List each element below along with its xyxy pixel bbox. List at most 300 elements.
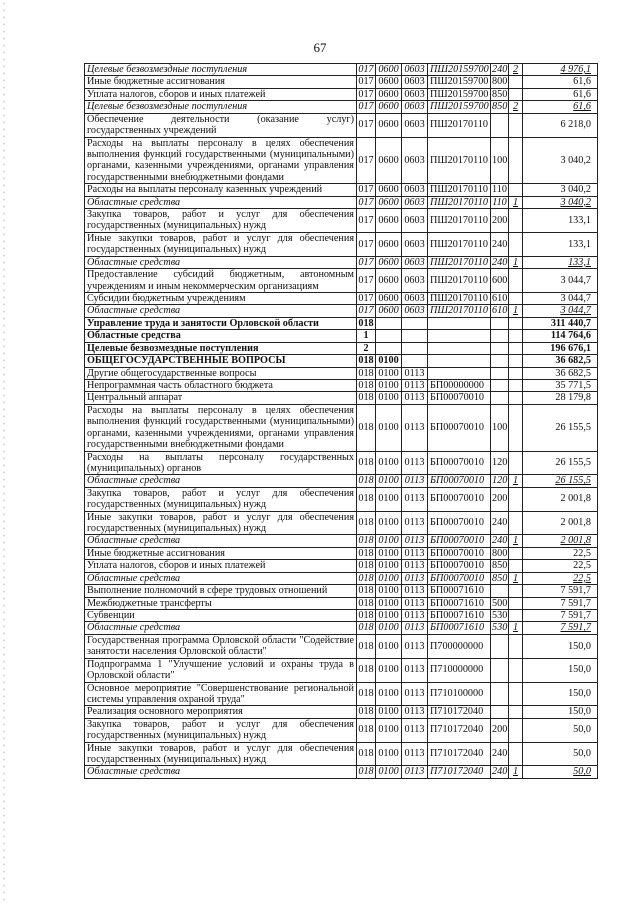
row-name: Расходы на выплаты персоналу в целях обеспечения выполнения функций государственными (муниципальными) органами, казенными учреждениями, органами управления государственными внебюджетными фондами	[85, 404, 357, 451]
table-row	[85, 379, 598, 391]
table-row	[85, 392, 598, 404]
cell-pr: 0603	[402, 232, 428, 256]
cell-rz: 0100	[376, 609, 402, 621]
cell-csr: П710172040	[428, 706, 491, 718]
cell-rz: 0100	[376, 560, 402, 572]
cell-level	[509, 547, 523, 559]
cell-csr	[428, 355, 491, 367]
table-row	[85, 196, 598, 208]
cell-gr: 018	[358, 560, 374, 572]
cell-gr: 017	[357, 209, 376, 233]
cell-amount: 2 001,8	[523, 535, 598, 547]
table-row	[85, 572, 598, 584]
cell-vr: 850	[492, 560, 508, 572]
cell-gr: 018	[357, 718, 376, 742]
cell-pr: 0113	[402, 367, 428, 379]
cell-amount: 28 179,8	[523, 392, 598, 404]
table-row	[85, 585, 598, 597]
scan-margin-dots	[2, 0, 6, 905]
cell-rz: 0100	[376, 367, 402, 379]
cell-csr: БП00070010	[428, 547, 491, 559]
table-row	[85, 622, 598, 634]
cell-level: 1	[509, 256, 523, 268]
cell-level	[509, 355, 523, 367]
cell-amount: 4 976,1	[523, 64, 598, 76]
cell-vr: 240	[491, 232, 509, 256]
cell-vr: 800	[492, 76, 508, 88]
cell-gr: 2	[357, 342, 376, 354]
cell-pr: 0113	[402, 572, 428, 584]
table-row	[85, 209, 598, 233]
cell-rz: 0100	[376, 622, 402, 634]
cell-csr	[428, 367, 491, 379]
cell-level	[509, 511, 523, 535]
cell-pr: 0603	[402, 184, 428, 196]
cell-gr: 017	[357, 269, 376, 293]
cell-amount: 133,1	[523, 232, 598, 256]
cell-vr: 200	[491, 209, 509, 233]
cell-amount: 7 591,7	[523, 597, 598, 609]
table-row	[85, 547, 598, 559]
cell-pr: 0603	[402, 137, 428, 184]
table-row	[85, 113, 598, 137]
cell-gr: 017	[358, 293, 374, 305]
cell-csr	[428, 330, 491, 342]
row-name: Расходы на выплаты персоналу в целях обеспечения выполнения функций государственными (муниципальными) органами, казенными учреждениями, органами управления государственными внебюджетными фондами	[85, 137, 357, 184]
cell-level	[509, 367, 523, 379]
table-row	[85, 766, 598, 778]
row-name: Областные средства	[85, 766, 357, 778]
cell-amount: 311 440,7	[523, 317, 598, 329]
cell-level	[509, 293, 523, 305]
cell-csr: ПШ20170110	[428, 137, 491, 184]
cell-amount: 50,0	[523, 718, 598, 742]
cell-amount: 3 044,7	[523, 305, 598, 317]
cell-amount: 7 591,7	[523, 609, 598, 621]
cell-vr	[491, 330, 509, 342]
cell-rz: 0100	[376, 572, 402, 584]
row-name: Областные средства	[85, 256, 357, 268]
cell-csr: БП00070010	[428, 511, 491, 535]
cell-level	[509, 342, 523, 354]
cell-pr: 0113	[402, 682, 428, 706]
table-row	[85, 560, 598, 572]
cell-amount: 36 682,5	[523, 367, 598, 379]
cell-gr: 1	[357, 330, 376, 342]
table-row	[85, 76, 598, 88]
cell-amount: 26 155,5	[523, 475, 598, 487]
cell-level	[509, 682, 523, 706]
row-name: Управление труда и занятости Орловской области	[85, 317, 357, 329]
cell-csr: БП00000000	[428, 379, 491, 391]
cell-pr: 0113	[402, 404, 428, 451]
cell-csr: ПШ20170110	[428, 196, 491, 208]
cell-vr: 530	[492, 622, 508, 634]
cell-csr: П710172040	[428, 742, 491, 766]
cell-level	[509, 742, 523, 766]
table-row	[85, 184, 598, 196]
table-row	[85, 535, 598, 547]
cell-vr: 500	[492, 597, 508, 609]
table-row	[85, 137, 598, 184]
cell-level	[509, 76, 523, 88]
cell-pr: 0113	[402, 766, 428, 778]
cell-gr: 018	[357, 742, 376, 766]
cell-rz: 0600	[376, 101, 402, 113]
row-name: Уплата налогов, сборов и иных платежей	[85, 560, 357, 572]
cell-gr: 018	[358, 367, 374, 379]
cell-amount: 114 764,6	[523, 330, 598, 342]
cell-vr: 850	[492, 572, 508, 584]
table-row	[85, 511, 598, 535]
cell-rz: 0100	[376, 742, 402, 766]
cell-level	[509, 634, 523, 658]
cell-vr: 240	[492, 64, 508, 75]
cell-amount: 61,6	[523, 101, 598, 113]
cell-rz: 0600	[376, 232, 402, 256]
cell-csr: ПШ20170110	[428, 293, 491, 305]
cell-vr: 200	[491, 718, 509, 742]
cell-rz: 0100	[376, 766, 402, 778]
cell-csr: П710100000	[428, 682, 491, 706]
cell-csr: БП00070010	[428, 404, 491, 451]
cell-rz: 0100	[376, 706, 402, 718]
cell-rz: 0600	[376, 184, 402, 196]
cell-pr: 0113	[402, 742, 428, 766]
cell-vr	[491, 367, 509, 379]
cell-pr	[402, 330, 428, 342]
cell-rz: 0600	[376, 209, 402, 233]
cell-gr: 018	[358, 585, 374, 597]
cell-amount: 150,0	[523, 706, 598, 718]
cell-csr: ПШ20170110	[428, 269, 491, 293]
cell-vr	[491, 113, 509, 137]
table-row	[85, 293, 598, 305]
cell-csr: БП00070010	[428, 572, 491, 584]
cell-vr: 240	[492, 766, 508, 778]
row-name: Иные закупки товаров, работ и услуг для обеспечения государственных (муниципальных) нужд	[85, 742, 357, 766]
cell-level	[509, 560, 523, 572]
table-row	[85, 597, 598, 609]
cell-amount: 7 591,7	[523, 622, 598, 634]
cell-rz: 0100	[376, 718, 402, 742]
cell-level	[509, 232, 523, 256]
cell-gr: 018	[357, 451, 376, 475]
row-name: Другие общегосударственные вопросы	[85, 367, 357, 379]
cell-vr: 610	[492, 293, 508, 305]
cell-amount: 35 771,5	[523, 379, 598, 391]
cell-level	[509, 597, 523, 609]
cell-level	[509, 609, 523, 621]
table-row	[85, 475, 598, 487]
row-name: Обеспечение деятельности (оказание услуг) государственных учреждений	[85, 113, 357, 137]
cell-pr: 0113	[402, 634, 428, 658]
cell-vr	[491, 682, 509, 706]
table-row	[85, 367, 598, 379]
cell-vr: 110	[492, 184, 507, 196]
cell-gr: 017	[358, 184, 374, 196]
cell-level: 1	[509, 572, 523, 584]
row-name: Расходы на выплаты персоналу государственных (муниципальных) органов	[85, 451, 357, 475]
cell-gr: 018	[358, 317, 374, 329]
cell-gr: 018	[357, 404, 376, 451]
cell-level	[509, 451, 523, 475]
cell-vr: 600	[491, 269, 509, 293]
cell-level: 1	[509, 475, 523, 487]
cell-level	[509, 379, 523, 391]
cell-rz: 0100	[376, 658, 402, 682]
table-row	[85, 64, 598, 76]
table-row	[85, 487, 598, 511]
table-row	[85, 718, 598, 742]
cell-pr	[402, 342, 428, 354]
cell-vr: 120	[492, 475, 508, 487]
cell-pr: 0113	[402, 585, 428, 597]
cell-pr: 0113	[402, 487, 428, 511]
cell-amount: 3 044,7	[523, 269, 598, 293]
cell-gr: 017	[358, 88, 374, 100]
cell-gr: 018	[357, 682, 376, 706]
row-name: Целевые безвозмездные поступления	[85, 342, 357, 354]
row-name: Закупка товаров, работ и услуг для обеспечения государственных (муниципальных) нужд	[85, 209, 357, 233]
cell-rz: 0600	[376, 269, 402, 293]
cell-pr: 0603	[402, 101, 428, 113]
cell-rz: 0100	[376, 379, 402, 391]
cell-level	[509, 658, 523, 682]
cell-gr: 017	[357, 113, 376, 137]
cell-rz: 0100	[376, 634, 402, 658]
cell-gr: 017	[357, 137, 376, 184]
cell-amount: 50,0	[523, 766, 598, 778]
cell-gr: 017	[358, 196, 374, 208]
row-name: Уплата налогов, сборов и иных платежей	[85, 88, 357, 100]
cell-rz: 0600	[376, 256, 402, 268]
cell-amount: 150,0	[523, 658, 598, 682]
table-row	[85, 706, 598, 718]
table-row	[85, 404, 598, 451]
cell-csr: ПШ20159700	[428, 76, 491, 88]
budget-table	[84, 63, 598, 779]
cell-level	[509, 585, 523, 597]
table-row	[85, 330, 598, 342]
cell-pr: 0113	[402, 392, 428, 404]
cell-level	[509, 404, 523, 451]
cell-pr: 0603	[402, 76, 428, 88]
cell-amount: 50,0	[523, 742, 598, 766]
cell-level	[509, 706, 523, 718]
table-row	[85, 101, 598, 113]
cell-csr: ПШ20170110	[428, 209, 491, 233]
cell-vr: 240	[491, 511, 509, 535]
cell-vr: 110	[492, 196, 507, 208]
cell-amount: 6 218,0	[523, 113, 598, 137]
cell-rz: 0100	[376, 597, 402, 609]
cell-vr	[491, 355, 509, 367]
row-name: Межбюджетные трансферты	[85, 597, 357, 609]
row-name: Государственная программа Орловской области "Содействие занятости населения Орловской области"	[85, 634, 357, 658]
cell-gr: 018	[358, 535, 374, 547]
table-row	[85, 451, 598, 475]
cell-gr: 017	[358, 76, 374, 88]
cell-csr: БП00070010	[428, 560, 491, 572]
row-name: Выполнение полномочий в сфере трудовых отношений	[85, 585, 357, 597]
cell-vr: 240	[492, 256, 508, 268]
table-row	[85, 658, 598, 682]
cell-rz: 0600	[376, 88, 402, 100]
cell-gr: 018	[358, 572, 374, 584]
cell-gr: 018	[358, 609, 374, 621]
cell-level	[509, 209, 523, 233]
cell-vr: 100	[491, 137, 509, 184]
row-name: Областные средства	[85, 196, 357, 208]
cell-amount: 150,0	[523, 682, 598, 706]
cell-pr: 0603	[402, 64, 428, 76]
cell-vr: 610	[492, 305, 508, 317]
cell-level	[509, 317, 523, 329]
cell-csr: ПШ20170110	[428, 184, 491, 196]
cell-vr: 850	[492, 101, 508, 113]
cell-csr	[428, 342, 491, 354]
cell-vr	[491, 585, 509, 597]
cell-pr: 0113	[402, 475, 428, 487]
cell-gr: 018	[358, 392, 374, 404]
cell-amount: 196 676,1	[523, 342, 598, 354]
cell-level: 2	[509, 101, 523, 113]
row-name: Расходы на выплаты персоналу казенных учреждений	[85, 184, 357, 196]
cell-pr: 0603	[402, 196, 428, 208]
row-name: ОБЩЕГОСУДАРСТВЕННЫЕ ВОПРОСЫ	[85, 355, 357, 367]
cell-level: 2	[509, 64, 523, 76]
cell-vr: 850	[492, 88, 508, 100]
cell-amount: 3 044,7	[523, 293, 598, 305]
cell-csr: ПШ20170110	[428, 232, 491, 256]
cell-rz: 0100	[376, 355, 402, 367]
cell-vr: 240	[491, 742, 509, 766]
cell-vr	[491, 379, 509, 391]
cell-gr: 017	[358, 101, 374, 113]
page-number: 67	[313, 40, 327, 55]
cell-csr: БП00070010	[428, 475, 491, 487]
cell-gr: 018	[358, 766, 374, 778]
cell-rz: 0600	[376, 64, 402, 76]
cell-pr: 0603	[402, 256, 428, 268]
cell-vr: 100	[491, 404, 509, 451]
cell-pr	[402, 355, 428, 367]
cell-csr: БП00070010	[428, 487, 491, 511]
cell-pr: 0113	[402, 658, 428, 682]
cell-csr: П710172040	[428, 718, 491, 742]
cell-level	[509, 88, 523, 100]
cell-vr: 240	[492, 535, 508, 547]
cell-rz: 0100	[376, 535, 402, 547]
cell-level	[509, 487, 523, 511]
cell-amount: 22,5	[523, 547, 598, 559]
table-row	[85, 355, 598, 367]
cell-csr: БП00071610	[428, 585, 491, 597]
cell-amount: 61,6	[523, 88, 598, 100]
cell-pr: 0113	[402, 379, 428, 391]
row-name: Областные средства	[85, 622, 357, 634]
cell-amount: 36 682,5	[523, 355, 598, 367]
cell-pr: 0603	[402, 88, 428, 100]
cell-amount: 7 591,7	[523, 585, 598, 597]
cell-pr	[402, 317, 428, 329]
cell-amount: 133,1	[523, 256, 598, 268]
cell-rz: 0600	[376, 76, 402, 88]
cell-amount: 150,0	[523, 634, 598, 658]
cell-level: 1	[509, 766, 523, 778]
cell-pr: 0113	[402, 560, 428, 572]
row-name: Подпрограмма 1 "Улучшение условий и охраны труда в Орловской области"	[85, 658, 357, 682]
cell-amount: 3 040,2	[523, 137, 598, 184]
cell-level: 1	[509, 196, 523, 208]
row-name: Предоставление субсидий бюджетным, автономным учреждениям и иным некоммерческим организациям	[85, 269, 357, 293]
cell-csr: П700000000	[428, 634, 491, 658]
row-name: Иные бюджетные ассигнования	[85, 76, 357, 88]
cell-amount: 26 155,5	[523, 404, 598, 451]
cell-level	[509, 137, 523, 184]
cell-csr: П710172040	[428, 766, 491, 778]
row-name: Закупка товаров, работ и услуг для обеспечения государственных (муниципальных) нужд	[85, 487, 357, 511]
cell-level	[509, 184, 523, 196]
cell-amount: 3 040,2	[523, 184, 598, 196]
table-row	[85, 317, 598, 329]
cell-pr: 0113	[402, 706, 428, 718]
cell-gr: 017	[358, 305, 374, 317]
cell-csr: БП00070010	[428, 392, 491, 404]
cell-pr: 0113	[402, 547, 428, 559]
cell-amount: 133,1	[523, 209, 598, 233]
cell-csr: БП00071610	[428, 622, 491, 634]
row-name: Реализация основного мероприятия	[85, 706, 357, 718]
row-name: Целевые безвозмездные поступления	[85, 101, 357, 113]
cell-level: 1	[509, 622, 523, 634]
table-row	[85, 742, 598, 766]
cell-amount: 61,6	[523, 76, 598, 88]
row-name: Областные средства	[85, 535, 357, 547]
table-row	[85, 305, 598, 317]
cell-rz: 0100	[376, 682, 402, 706]
cell-level	[509, 330, 523, 342]
row-name: Областные средства	[85, 305, 357, 317]
row-name: Целевые безвозмездные поступления	[85, 64, 357, 76]
cell-amount: 2 001,8	[523, 511, 598, 535]
cell-vr	[491, 634, 509, 658]
cell-csr: БП00070010	[428, 451, 491, 475]
cell-level	[509, 269, 523, 293]
cell-gr: 017	[358, 64, 374, 75]
cell-gr: 017	[357, 232, 376, 256]
cell-rz: 0100	[376, 511, 402, 535]
cell-rz: 0100	[376, 451, 402, 475]
cell-rz: 0100	[376, 487, 402, 511]
cell-rz: 0600	[376, 196, 402, 208]
row-name: Областные средства	[85, 475, 357, 487]
cell-gr: 018	[358, 622, 374, 634]
cell-amount: 22,5	[523, 560, 598, 572]
cell-vr: 200	[491, 487, 509, 511]
cell-rz: 0600	[376, 293, 402, 305]
cell-csr: ПШ20159700	[428, 101, 491, 113]
cell-gr: 018	[358, 355, 374, 367]
cell-csr	[428, 317, 491, 329]
row-name: Центральный аппарат	[85, 392, 357, 404]
table-row	[85, 609, 598, 621]
row-name: Областные средства	[85, 330, 357, 342]
row-name: Субвенции	[85, 609, 357, 621]
cell-csr: ПШ20170110	[428, 113, 491, 137]
cell-rz	[376, 342, 402, 354]
